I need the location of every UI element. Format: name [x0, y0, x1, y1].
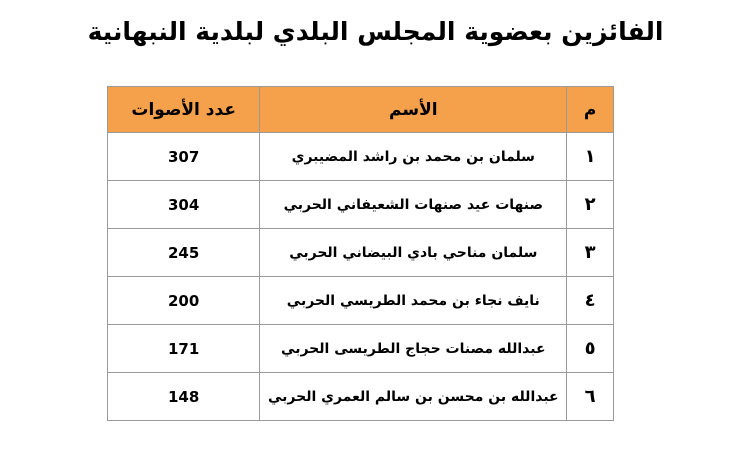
header-number: م	[567, 87, 614, 133]
row-name: سلمان بن محمد بن راشد المضيبري	[260, 133, 567, 181]
winners-table	[107, 86, 614, 421]
row-name: نايف نجاء بن محمد الطريسي الحربي	[260, 277, 567, 325]
row-name: صنهات عيد صنهات الشعيفاني الحربي	[260, 181, 567, 229]
row-name: عبدالله بن محسن بن سالم العمري الحربي	[260, 373, 567, 421]
page-title: الفائزين بعضوية المجلس البلدي لبلدية النبهانية	[87, 17, 664, 46]
row-number: ١	[567, 133, 614, 181]
row-votes: 245	[108, 229, 260, 277]
row-name: عبدالله مصنات حجاج الطريسى الحربي	[260, 325, 567, 373]
table-header-row	[108, 87, 614, 133]
table-row	[108, 373, 614, 421]
header-votes: عدد الأصوات	[108, 87, 260, 133]
row-number: ٤	[567, 277, 614, 325]
row-name: سلمان مناحي بادي البيضاني الحربي	[260, 229, 567, 277]
row-votes: 171	[108, 325, 260, 373]
table-row	[108, 325, 614, 373]
row-number: ٦	[567, 373, 614, 421]
row-number: ٥	[567, 325, 614, 373]
row-number: ٢	[567, 181, 614, 229]
table-row	[108, 229, 614, 277]
row-votes: 200	[108, 277, 260, 325]
row-votes: 307	[108, 133, 260, 181]
table-row	[108, 277, 614, 325]
header-name: الأسم	[260, 87, 567, 133]
row-votes: 304	[108, 181, 260, 229]
row-votes: 148	[108, 373, 260, 421]
table-row	[108, 133, 614, 181]
row-number: ٣	[567, 229, 614, 277]
table-row	[108, 181, 614, 229]
